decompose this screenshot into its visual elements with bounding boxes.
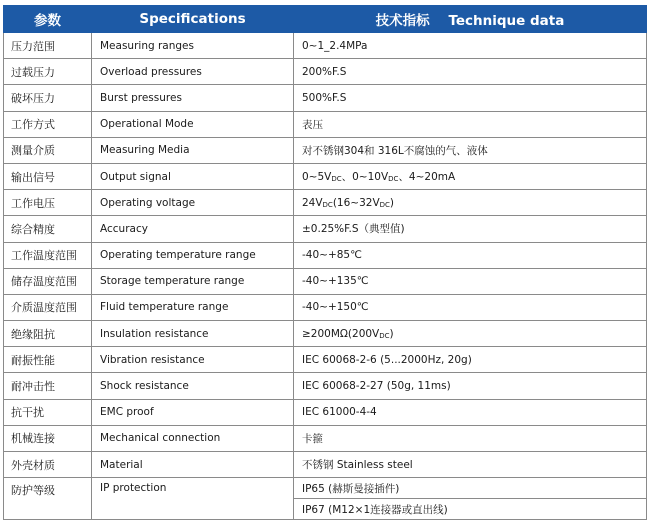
table-row — [4, 33, 647, 59]
cell-cn: 综合精度 — [4, 216, 92, 242]
spec-table-container — [3, 5, 646, 520]
ip-cn: 防护等级 — [4, 478, 92, 520]
cell-en: Fluid temperature range — [92, 294, 294, 320]
cell-en: Accuracy — [92, 216, 294, 242]
table-row — [4, 137, 647, 163]
header-spec: Specifications — [92, 6, 294, 33]
ip-en: IP protection — [92, 478, 294, 520]
header-data: 技术指标 Technique data — [294, 6, 647, 33]
cell-cn: 测量介质 — [4, 137, 92, 163]
cell-cn: 外壳材质 — [4, 452, 92, 478]
table-row — [4, 373, 647, 399]
cell-cn: 储存温度范围 — [4, 268, 92, 294]
table-row — [4, 294, 647, 320]
table-row-ip — [4, 478, 647, 499]
cell-en: Measuring ranges — [92, 33, 294, 59]
cell-val: 卡箍 — [294, 425, 647, 451]
table-row — [4, 452, 647, 478]
table-row — [4, 163, 647, 189]
cell-en: Insulation resistance — [92, 321, 294, 347]
cell-en: Measuring Media — [92, 137, 294, 163]
cell-en: Vibration resistance — [92, 347, 294, 373]
cell-en: Burst pressures — [92, 85, 294, 111]
cell-en: Shock resistance — [92, 373, 294, 399]
cell-cn: 机械连接 — [4, 425, 92, 451]
cell-val: IEC 60068-2-27 (50g, 11ms) — [294, 373, 647, 399]
cell-cn: 工作温度范围 — [4, 242, 92, 268]
table-row — [4, 425, 647, 451]
cell-en: Storage temperature range — [92, 268, 294, 294]
cell-val: 500%F.S — [294, 85, 647, 111]
cell-en: Mechanical connection — [92, 425, 294, 451]
cell-en: Overload pressures — [92, 59, 294, 85]
cell-cn: 抗干扰 — [4, 399, 92, 425]
cell-cn: 耐振性能 — [4, 347, 92, 373]
cell-val: IEC 60068-2-6 (5...2000Hz, 20g) — [294, 347, 647, 373]
table-row — [4, 347, 647, 373]
ip-rows — [4, 478, 647, 520]
cell-val: 200%F.S — [294, 59, 647, 85]
cell-en: Operating temperature range — [92, 242, 294, 268]
cell-en: EMC proof — [92, 399, 294, 425]
cell-val: $0\sim 5V_{DC}$、$0\sim 10V_{DC}$、4~20mA — [294, 163, 647, 189]
cell-cn: 介质温度范围 — [4, 294, 92, 320]
cell-val: -40~+85℃ — [294, 242, 647, 268]
table-row — [4, 85, 647, 111]
cell-cn: 耐冲击性 — [4, 373, 92, 399]
cell-cn: 压力范围 — [4, 33, 92, 59]
table-row — [4, 321, 647, 347]
cell-en: Operational Mode — [92, 111, 294, 137]
cell-cn: 破坏压力 — [4, 85, 92, 111]
cell-val: 不锈钢 Stainless steel — [294, 452, 647, 478]
table-body — [4, 33, 647, 478]
table-row — [4, 216, 647, 242]
cell-val: -40~+135℃ — [294, 268, 647, 294]
cell-val: $\ge 200M\Omega(200V_{DC})$ — [294, 321, 647, 347]
cell-cn: 过载压力 — [4, 59, 92, 85]
cell-cn: 绝缘阻抗 — [4, 321, 92, 347]
cell-cn: 工作方式 — [4, 111, 92, 137]
cell-val: 0~1_2.4MPa — [294, 33, 647, 59]
table-row — [4, 242, 647, 268]
cell-val: -40~+150℃ — [294, 294, 647, 320]
cell-en: Operating voltage — [92, 190, 294, 216]
cell-val: $24V_{DC}(16\sim 32V_{DC})$ — [294, 190, 647, 216]
table-row — [4, 268, 647, 294]
table-row — [4, 399, 647, 425]
ip-value-1: IP65 (赫斯曼接插件) — [294, 478, 647, 499]
cell-cn: 输出信号 — [4, 163, 92, 189]
cell-en: Output signal — [92, 163, 294, 189]
cell-val: 对不锈钢304和 316L不腐蚀的气、液体 — [294, 137, 647, 163]
cell-val: ±0.25%F.S（典型值) — [294, 216, 647, 242]
table-row — [4, 190, 647, 216]
cell-val: IEC 61000-4-4 — [294, 399, 647, 425]
cell-cn: 工作电压 — [4, 190, 92, 216]
header-param: 参数 — [4, 6, 92, 33]
ip-value-2: IP67 (M12×1连接器或直出线) — [294, 499, 647, 520]
spec-table — [3, 5, 647, 520]
table-row — [4, 111, 647, 137]
cell-val: 表压 — [294, 111, 647, 137]
cell-en: Material — [92, 452, 294, 478]
table-row — [4, 59, 647, 85]
table-header-row — [4, 6, 647, 33]
